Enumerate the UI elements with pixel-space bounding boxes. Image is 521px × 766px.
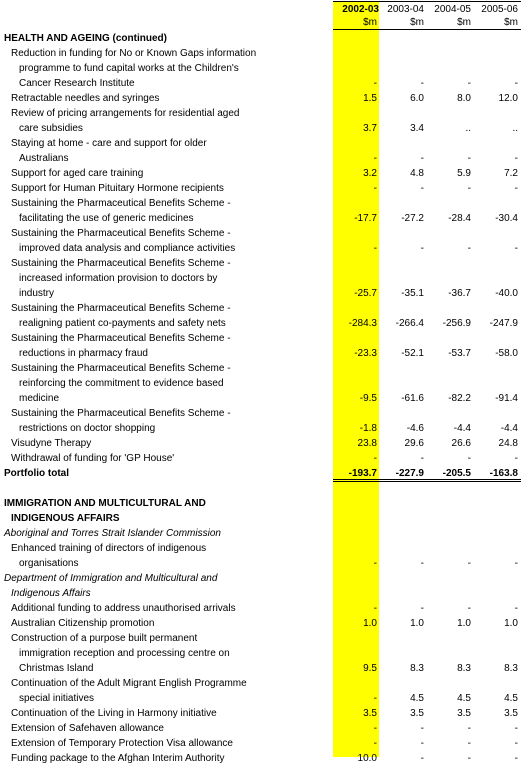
- cell-2003-04: -266.4: [395, 318, 424, 329]
- row-label: reductions in pharmacy fraud: [19, 348, 148, 359]
- cell-2003-04: 6.0: [410, 93, 424, 104]
- agency-heading-row: [0, 586, 521, 601]
- cell-2004-05: 26.6: [451, 438, 471, 449]
- row-label: Withdrawal of funding for 'GP House': [11, 453, 175, 464]
- row-label: Sustaining the Pharmaceutical Benefits Scheme -: [11, 333, 231, 344]
- table-row: [0, 406, 521, 421]
- cell-2005-06: -30.4: [495, 213, 518, 224]
- row-label: HEALTH AND AGEING (continued): [4, 33, 167, 44]
- table-row: [0, 331, 521, 346]
- column-header-2005-06: 2005-06: [481, 4, 518, 15]
- row-label: IMMIGRATION AND MULTICULTURAL AND: [4, 498, 206, 509]
- cell-2004-05: -: [467, 183, 471, 194]
- agency-heading-row: [0, 526, 521, 541]
- cell-2003-04: -: [420, 738, 424, 749]
- row-label: Australian Citizenship promotion: [11, 618, 155, 629]
- cell-2004-05: -: [467, 78, 471, 89]
- cell-2004-05: -: [467, 153, 471, 164]
- unit-2002-03: $m: [363, 17, 377, 28]
- cell-2004-05: -: [467, 738, 471, 749]
- cell-2005-06: -: [514, 153, 518, 164]
- cell-2002-03: -: [373, 738, 377, 749]
- table-row: [0, 211, 521, 226]
- cell-2002-03: -: [373, 693, 377, 704]
- cell-2003-04: 8.3: [410, 663, 424, 674]
- table-row: [0, 61, 521, 76]
- cell-2002-03: -: [373, 243, 377, 254]
- table-row: [0, 286, 521, 301]
- cell-2004-05: -36.7: [448, 288, 471, 299]
- column-header-2004-05: 2004-05: [434, 4, 471, 15]
- table-row: [0, 436, 521, 451]
- row-label: Construction of a purpose built permanent: [11, 633, 198, 644]
- table-row: [0, 361, 521, 376]
- table-row: [0, 136, 521, 151]
- cell-2003-04: -: [420, 78, 424, 89]
- row-label: Sustaining the Pharmaceutical Benefits Scheme -: [11, 363, 231, 374]
- table-row: [0, 316, 521, 331]
- cell-2005-06: -40.0: [495, 288, 518, 299]
- row-label: facilitating the use of generic medicines: [19, 213, 194, 224]
- row-label: Indigenous Affairs: [11, 588, 91, 599]
- cell-2004-05: 5.9: [457, 168, 471, 179]
- table-row: [0, 706, 521, 721]
- cell-2005-06: 1.0: [504, 618, 518, 629]
- row-label: Support for Human Pituitary Hormone recipients: [11, 183, 224, 194]
- row-label: increased information provision to doctors by: [19, 273, 218, 284]
- table-row: [0, 751, 521, 766]
- cell-2005-06: -: [514, 603, 518, 614]
- table-row: [0, 601, 521, 616]
- header-top-rule: [333, 1, 521, 2]
- table-row: [0, 661, 521, 676]
- table-row: [0, 301, 521, 316]
- cell-2002-03: -: [373, 153, 377, 164]
- cell-2003-04: 4.8: [410, 168, 424, 179]
- cell-2002-03: 1.0: [363, 618, 377, 629]
- table-row: [0, 151, 521, 166]
- table-row: [0, 721, 521, 736]
- table-row: [0, 166, 521, 181]
- table-row: [0, 676, 521, 691]
- column-header-2003-04: 2003-04: [387, 4, 424, 15]
- row-label: Aboriginal and Torres Strait Islander Commission: [4, 528, 221, 539]
- table-row: [0, 241, 521, 256]
- cell-2002-03: 3.7: [363, 123, 377, 134]
- cell-2002-03: -: [373, 78, 377, 89]
- table-row: [0, 346, 521, 361]
- cell-2005-06: -: [514, 738, 518, 749]
- row-label: Reduction in funding for No or Known Gaps information: [11, 48, 257, 59]
- cell-2002-03: -1.8: [359, 423, 377, 434]
- cell-2005-06: -: [514, 753, 518, 764]
- table-row: [0, 271, 521, 286]
- header-bottom-rule: [333, 29, 521, 30]
- cell-2005-06: -: [514, 723, 518, 734]
- row-label: improved data analysis and compliance activities: [19, 243, 236, 254]
- cell-2002-03: -: [373, 723, 377, 734]
- cell-2002-03: -17.7: [354, 213, 377, 224]
- row-label: Funding package to the Afghan Interim Authority: [11, 753, 225, 764]
- row-label: Visudyne Therapy: [11, 438, 92, 449]
- row-label: realigning patient co-payments and safety nets: [19, 318, 226, 329]
- cell-2002-03: 3.5: [363, 708, 377, 719]
- cell-2004-05: -256.9: [442, 318, 471, 329]
- row-label: Continuation of the Living in Harmony initiative: [11, 708, 217, 719]
- column-header-2002-03: 2002-03: [342, 4, 379, 15]
- cell-2004-05: -205.5: [442, 468, 471, 479]
- table-row: [0, 646, 521, 661]
- cell-2004-05: 3.5: [457, 708, 471, 719]
- table-row: [0, 226, 521, 241]
- cell-2003-04: -: [420, 723, 424, 734]
- portfolio-total-row: [0, 466, 521, 481]
- row-label: Review of pricing arrangements for residential aged: [11, 108, 240, 119]
- cell-2002-03: 10.0: [357, 753, 377, 764]
- row-label: restrictions on doctor shopping: [19, 423, 156, 434]
- cell-2004-05: 1.0: [457, 618, 471, 629]
- row-label: Department of Immigration and Multicultural and: [4, 573, 218, 584]
- cell-2004-05: 8.3: [457, 663, 471, 674]
- cell-2003-04: -: [420, 603, 424, 614]
- table-row: [0, 631, 521, 646]
- cell-2004-05: -: [467, 753, 471, 764]
- agency-heading-row: [0, 571, 521, 586]
- cell-2002-03: -9.5: [359, 393, 377, 404]
- row-label: Extension of Temporary Protection Visa allowance: [11, 738, 233, 749]
- cell-2003-04: -52.1: [401, 348, 424, 359]
- cell-2002-03: -284.3: [348, 318, 377, 329]
- cell-2004-05: 4.5: [457, 693, 471, 704]
- cell-2005-06: 12.0: [498, 93, 518, 104]
- table-row: [0, 106, 521, 121]
- row-label: industry: [19, 288, 55, 299]
- cell-2004-05: 8.0: [457, 93, 471, 104]
- cell-2005-06: -: [514, 453, 518, 464]
- cell-2005-06: -247.9: [489, 318, 518, 329]
- cell-2003-04: -227.9: [395, 468, 424, 479]
- cell-2003-04: -4.6: [406, 423, 424, 434]
- row-label: Sustaining the Pharmaceutical Benefits Scheme -: [11, 228, 231, 239]
- row-label: special initiatives: [19, 693, 95, 704]
- table-row: [0, 196, 521, 211]
- row-label: Retractable needles and syringes: [11, 93, 160, 104]
- row-label: Cancer Research Institute: [19, 78, 135, 89]
- cell-2003-04: -61.6: [401, 393, 424, 404]
- cell-2005-06: -: [514, 183, 518, 194]
- cell-2003-04: 4.5: [410, 693, 424, 704]
- table-row: [0, 556, 521, 571]
- cell-2002-03: -: [373, 183, 377, 194]
- section-heading-row: [0, 511, 521, 526]
- table-row: [0, 451, 521, 466]
- cell-2004-05: -: [467, 453, 471, 464]
- table-row: [0, 256, 521, 271]
- cell-2005-06: -58.0: [495, 348, 518, 359]
- cell-2005-06: -: [514, 78, 518, 89]
- row-label: Christmas Island: [19, 663, 94, 674]
- cell-2002-03: 23.8: [357, 438, 377, 449]
- cell-2003-04: -: [420, 453, 424, 464]
- cell-2004-05: -53.7: [448, 348, 471, 359]
- cell-2005-06: -: [514, 558, 518, 569]
- cell-2002-03: 1.5: [363, 93, 377, 104]
- row-label: medicine: [19, 393, 60, 404]
- cell-2002-03: -: [373, 603, 377, 614]
- row-label: programme to fund capital works at the Children's: [19, 63, 239, 74]
- row-label: Additional funding to address unauthorised arrivals: [11, 603, 236, 614]
- row-label: Australians: [19, 153, 69, 164]
- row-label: Staying at home - care and support for older: [11, 138, 207, 149]
- cell-2003-04: 29.6: [404, 438, 424, 449]
- cell-2005-06: -91.4: [495, 393, 518, 404]
- table-row: [0, 46, 521, 61]
- cell-2005-06: 4.5: [504, 693, 518, 704]
- cell-2003-04: -: [420, 558, 424, 569]
- cell-2005-06: -: [514, 243, 518, 254]
- section-heading-row: [0, 496, 521, 511]
- cell-2002-03: 9.5: [363, 663, 377, 674]
- cell-2005-06: 3.5: [504, 708, 518, 719]
- table-row: [0, 391, 521, 406]
- row-label: Sustaining the Pharmaceutical Benefits Scheme -: [11, 408, 231, 419]
- cell-2002-03: 3.2: [363, 168, 377, 179]
- cell-2003-04: -: [420, 753, 424, 764]
- cell-2004-05: -: [467, 558, 471, 569]
- cell-2005-06: 8.3: [504, 663, 518, 674]
- table-row: [0, 376, 521, 391]
- cell-2004-05: -: [467, 603, 471, 614]
- cell-2002-03: -23.3: [354, 348, 377, 359]
- cell-2004-05: -: [467, 243, 471, 254]
- cell-2002-03: -: [373, 453, 377, 464]
- cell-2002-03: -: [373, 558, 377, 569]
- table-row: [0, 616, 521, 631]
- table-row: [0, 691, 521, 706]
- row-label: Support for aged care training: [11, 168, 144, 179]
- table-row: [0, 421, 521, 436]
- cell-2004-05: -82.2: [448, 393, 471, 404]
- row-label: immigration reception and processing centre on: [19, 648, 230, 659]
- row-label: reinforcing the commitment to evidence based: [19, 378, 224, 389]
- cell-2003-04: 3.5: [410, 708, 424, 719]
- row-label: Extension of Safehaven allowance: [11, 723, 164, 734]
- cell-2005-06: 7.2: [504, 168, 518, 179]
- table-row: [0, 481, 521, 496]
- row-label: care subsidies: [19, 123, 83, 134]
- table-row: [0, 736, 521, 751]
- section-heading-row: [0, 31, 521, 46]
- cell-2003-04: -27.2: [401, 213, 424, 224]
- cell-2005-06: -4.4: [500, 423, 518, 434]
- unit-2003-04: $m: [410, 17, 424, 28]
- cell-2003-04: -: [420, 243, 424, 254]
- cell-2004-05: -28.4: [448, 213, 471, 224]
- unit-2005-06: $m: [504, 17, 518, 28]
- row-label: INDIGENOUS AFFAIRS: [11, 513, 120, 524]
- row-label: Portfolio total: [4, 468, 69, 479]
- cell-2005-06: -163.8: [489, 468, 518, 479]
- unit-2004-05: $m: [457, 17, 471, 28]
- table-row: [0, 76, 521, 91]
- cell-2004-05: -: [467, 723, 471, 734]
- row-label: Sustaining the Pharmaceutical Benefits Scheme -: [11, 258, 231, 269]
- table-row: [0, 121, 521, 136]
- cell-2002-03: -193.7: [348, 468, 377, 479]
- cell-2003-04: 3.4: [410, 123, 424, 134]
- row-label: Enhanced training of directors of indigenous: [11, 543, 207, 554]
- cell-2004-05: -4.4: [453, 423, 471, 434]
- row-label: Sustaining the Pharmaceutical Benefits Scheme -: [11, 198, 231, 209]
- row-label: organisations: [19, 558, 79, 569]
- cell-2003-04: -: [420, 183, 424, 194]
- row-label: Continuation of the Adult Migrant English Programme: [11, 678, 247, 689]
- cell-2002-03: -25.7: [354, 288, 377, 299]
- table-row: [0, 181, 521, 196]
- cell-2003-04: -35.1: [401, 288, 424, 299]
- table-row: [0, 91, 521, 106]
- cell-2003-04: 1.0: [410, 618, 424, 629]
- cell-2005-06: ..: [512, 123, 518, 134]
- cell-2004-05: ..: [465, 123, 471, 134]
- row-label: Sustaining the Pharmaceutical Benefits Scheme -: [11, 303, 231, 314]
- cell-2003-04: -: [420, 153, 424, 164]
- table-row: [0, 541, 521, 556]
- cell-2005-06: 24.8: [498, 438, 518, 449]
